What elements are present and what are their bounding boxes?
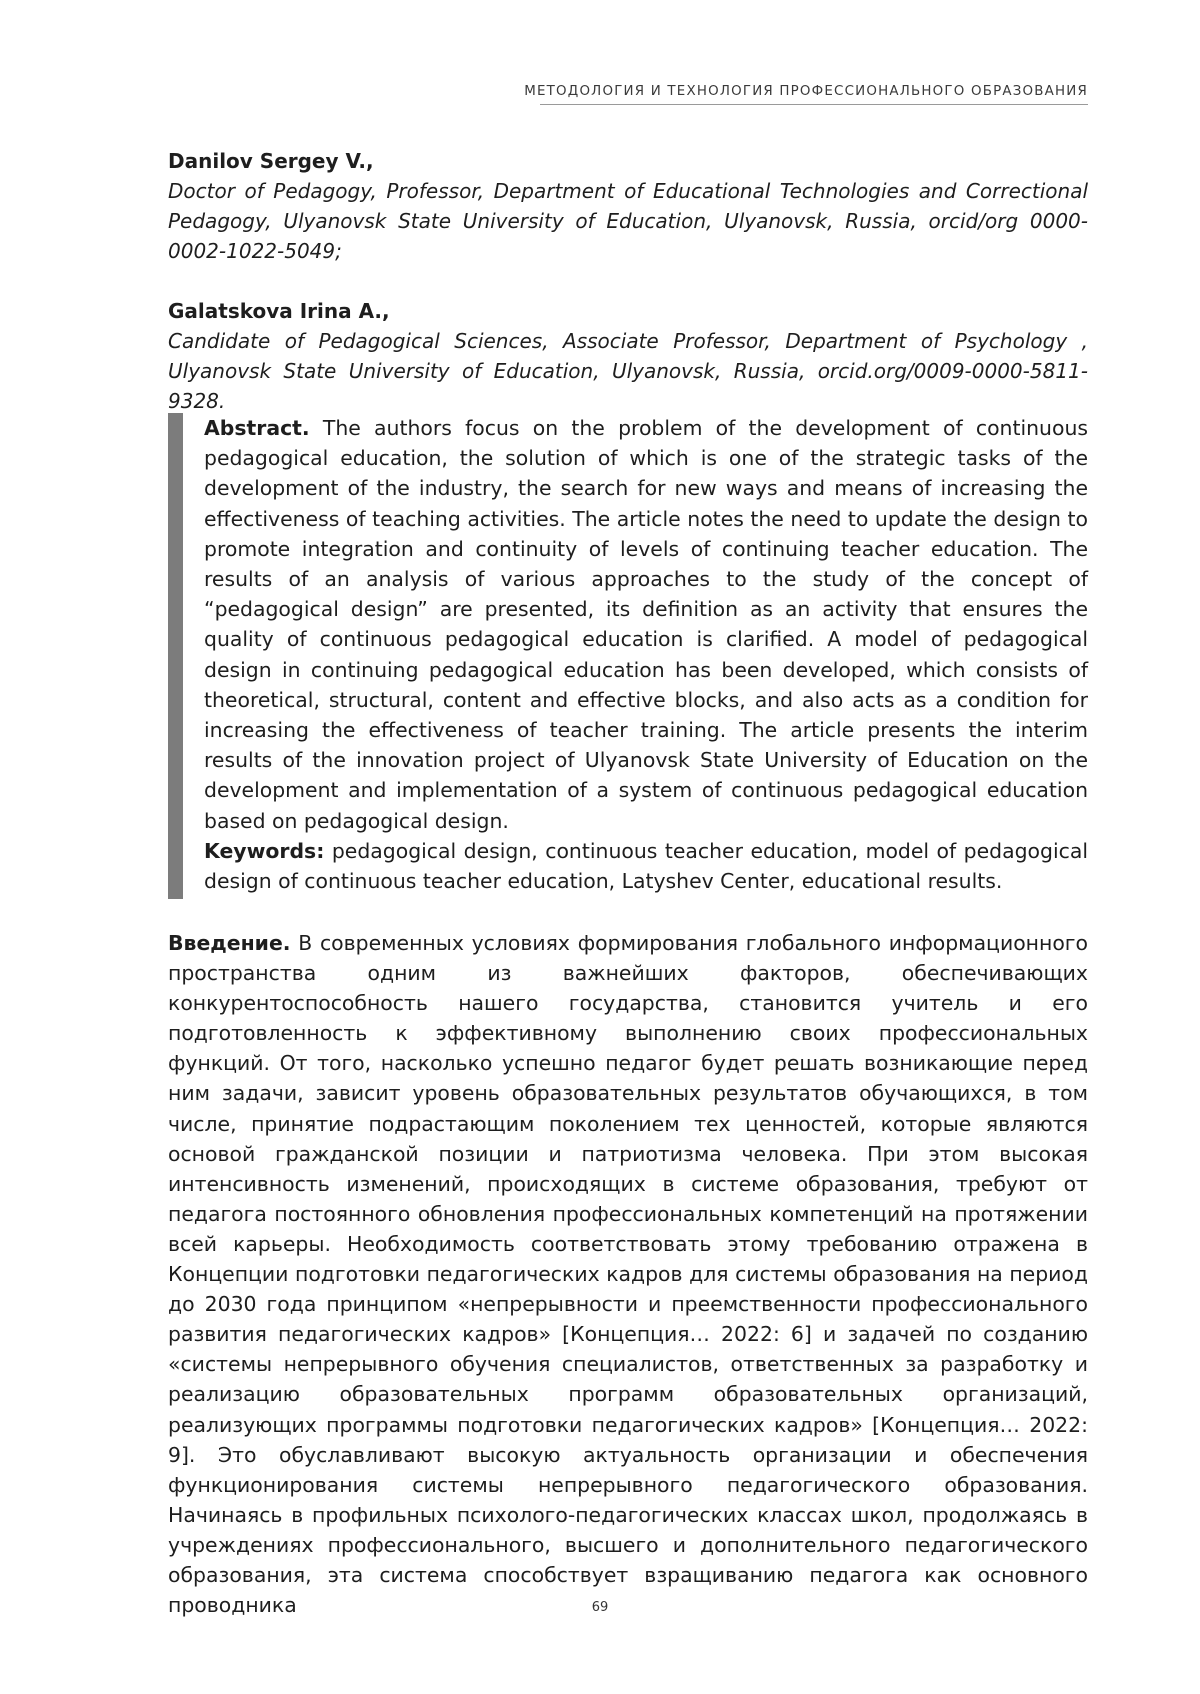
author-affiliation: Doctor of Pedagogy, Professor, Department of Educational Technologies and Correctional Pedagogy, Ulyanovsk State University of Education, Ulyanovsk, Russia, orcid/org 0000-0002-1022-5049;: [168, 179, 1088, 263]
abstract-side-bar: [168, 413, 183, 899]
author-affiliation: Candidate of Pedagogical Sciences, Associate Professor, Department of Psychology , Ulyanovsk State University of Education, Ulyanovsk, Russia, orcid.org/0009-0000-5811-9328.: [168, 329, 1088, 413]
author-name: Danilov Sergey V.,: [168, 149, 374, 173]
keywords-paragraph: [204, 836, 1088, 896]
keywords-text: pedagogical design, continuous teacher education, model of pedagogical design of continuous teacher education, Latyshev Center, educational results.: [204, 838, 1089, 894]
running-header: МЕТОДОЛОГИЯ И ТЕХНОЛОГИЯ ПРОФЕССИОНАЛЬНОГО ОБРАЗОВАНИЯ: [524, 84, 1088, 99]
abstract-box: [168, 413, 1088, 899]
introduction-label: Введение.: [168, 931, 291, 955]
introduction-text: В современных условиях формирования глобального информационного пространства одним из важнейших факторов, обеспечивающих конкурентоспособность нашего государства, становится учитель и его подготовленность к эффективному выполнению своих профессиональных функций. От того, насколько успешно педагог будет решать возникающие перед ним задачи, зависит уровень образовательных результатов обучающихся, в том числе, принятие подрастающим поколением тех ценностей, которые являются основой гражданской позиции и патриотизма человека. При этом высокая интенсивность изменений, происходящих в системе образования, требуют от педагога постоянного обновления профессиональных компетенций на протяжении всей карьеры. Необходимость соответствовать этому требованию отражена в Концепции подготовки педагогических кадров для системы образования на период до 2030 года принципом «непрерывности и преемственности профессионального развития педагогических кадров» [Концепция… 2022: 6] и задачей по созданию «системы непрерывного обучения специалистов, ответственных за разработку и реализацию образовательных программ образовательных организаций, реализующих программы подготовки педагогических кадров» [Концепция… 2022: 9]. Это обуславливают высокую актуальность организации и обеспечения функционирования системы непрерывного педагогического образования. Начинаясь в профильных психолого-педагогических классах школ, продолжаясь в учреждениях профессионального, высшего и дополнительного педагогического образования, эта система способствует взращиванию педагога как основного проводника: [168, 931, 1088, 1618]
abstract-paragraph: [204, 413, 1088, 836]
page-number: 69: [591, 1600, 609, 1615]
abstract-label: Abstract.: [204, 416, 310, 440]
author-name: Galatskova Irina A.,: [168, 299, 390, 323]
abstract-content: [204, 413, 1088, 896]
introduction-paragraph: [168, 928, 1088, 1620]
author-block-1: [168, 146, 1088, 266]
header-rule: [540, 104, 1088, 105]
keywords-label: Keywords:: [204, 838, 325, 863]
author-block-2: [168, 296, 1088, 416]
abstract-text: The authors focus on the problem of the development of continuous pedagogical education, the solution of which is one of the strategic tasks of the development of the industry, the search for new ways and means of increasing the effectiveness of teaching activities. The article notes the need to update the design to promote integration and continuity of levels of continuing teacher education. The results of an analysis of various approaches to the study of the concept of “pedagogical design” are presented, its definition as an activity that ensures the quality of continuous pedagogical education is clarified. A model of pedagogical design in continuing pedagogical education has been developed, which consists of theoretical, structural, content and effective blocks, and also acts as a condition for increasing the effectiveness of teacher training. The article presents the interim results of the innovation project of Ulyanovsk State University of Education on the development and implementation of a system of continuous pedagogical education based on pedagogical design.: [204, 416, 1089, 833]
